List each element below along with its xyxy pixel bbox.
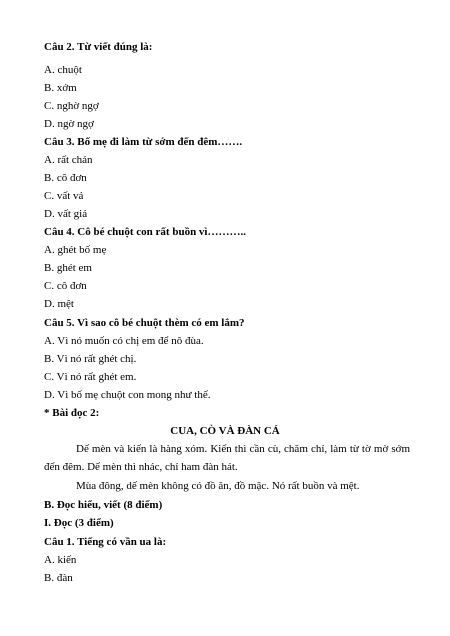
question-4-option-c: C. cô đơn bbox=[44, 280, 87, 292]
question-3-option-a: A. rất chán bbox=[44, 154, 93, 166]
reading-2-label: * Bài đọc 2: bbox=[44, 407, 100, 419]
question-5-option-d: D. Vì bố mẹ chuột con mong như thế. bbox=[44, 389, 211, 401]
question-4-option-d: D. mệt bbox=[44, 298, 74, 310]
question-5-option-b: B. Vì nó rất ghét chị. bbox=[44, 353, 137, 365]
question-1-title: Câu 1. Tiếng có vần ua là: bbox=[44, 536, 167, 548]
section-i-heading: I. Đọc (3 điểm) bbox=[44, 517, 114, 529]
question-4-title: Câu 4. Cô bé chuột con rất buồn vì……….. bbox=[44, 226, 246, 238]
question-5-title: Câu 5. Vì sao cô bé chuột thèm có em lắm? bbox=[44, 317, 245, 329]
question-1-option-a: A. kiến bbox=[44, 554, 77, 566]
question-3-option-c: C. vất vả bbox=[44, 190, 84, 202]
reading-2-paragraph-2: Mùa đông, dế mèn không có đồ ăn, đồ mặc. Nó rất buồn và mệt. bbox=[76, 480, 360, 492]
reading-2-title: CUA, CÒ VÀ ĐÀN CÁ bbox=[170, 425, 280, 437]
question-2-title: Câu 2. Từ viết đúng là: bbox=[44, 41, 153, 53]
reading-2-paragraph-1: Dế mèn và kiến là hàng xóm. Kiến thì cần cù, chăm chỉ, làm từ tờ mờ sớm đến đêm. Dế mèn thì nhác, chỉ ham đàn hát. bbox=[44, 443, 410, 473]
question-2-option-d: D. ngờ ngợ bbox=[44, 118, 94, 130]
question-1-option-b: B. đàn bbox=[44, 572, 73, 584]
section-b-heading: B. Đọc hiểu, viết (8 điểm) bbox=[44, 499, 163, 511]
question-4-option-a: A. ghét bố mẹ bbox=[44, 244, 107, 256]
question-4-option-b: B. ghét em bbox=[44, 262, 92, 274]
question-3-title: Câu 3. Bố mẹ đi làm từ sớm đến đêm……. bbox=[44, 136, 243, 148]
question-5-option-c: C. Vì nó rất ghét em. bbox=[44, 371, 137, 383]
question-3-option-d: D. vất giả bbox=[44, 208, 88, 220]
question-5-option-a: A. Vì nó muốn có chị em để nô đùa. bbox=[44, 335, 204, 347]
question-3-option-b: B. cô đơn bbox=[44, 172, 87, 184]
question-2-option-c: C. nghờ ngợ bbox=[44, 100, 99, 112]
question-2-option-a: A. chuột bbox=[44, 64, 82, 76]
question-2-option-b: B. xớm bbox=[44, 82, 77, 94]
